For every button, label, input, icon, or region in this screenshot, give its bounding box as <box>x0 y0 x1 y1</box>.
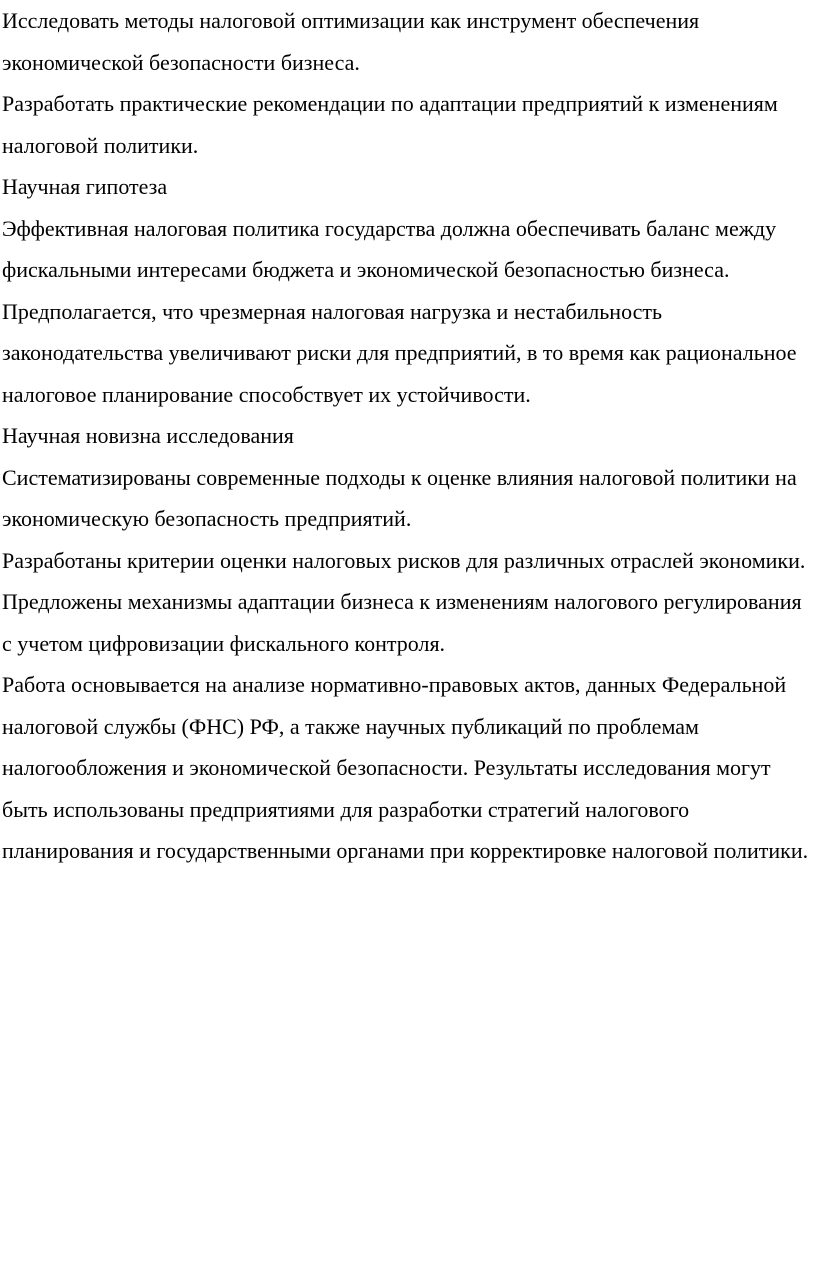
paragraph-novelty-2: Разработаны критерии оценки налоговых рисков для различных отраслей экономики. <box>2 547 806 573</box>
document-body <box>2 0 814 872</box>
section-heading-hypothesis: Научная гипотеза <box>2 174 168 199</box>
paragraph-hypothesis: Эффективная налоговая политика государства должна обеспечивать баланс между фискальными интересами бюджета и экономической безопасностью бизнеса. Предполагается, что чрезмерная налоговая нагрузка и нестабильность законодательства увеличивают риски для предприятий, в то время как рациональное налоговое планирование способствует их устойчивости. <box>2 215 797 407</box>
paragraph-objective-2: Разработать практические рекомендации по адаптации предприятий к изменениям налоговой политики. <box>2 91 778 158</box>
paragraph-objective-1: Исследовать методы налоговой оптимизации как инструмент обеспечения экономической безопасности бизнеса. <box>2 8 700 75</box>
section-heading-novelty: Научная новизна исследования <box>2 423 294 448</box>
paragraph-novelty-3: Предложены механизмы адаптации бизнеса к изменениям налогового регулирования с учетом цифровизации фискального контроля. <box>2 589 802 656</box>
paragraph-novelty-1: Систематизированы современные подходы к оценке влияния налоговой политики на экономическую безопасность предприятий. <box>2 464 797 531</box>
paragraph-basis: Работа основывается на анализе нормативно-правовых актов, данных Федеральной налоговой службы (ФНС) РФ, а также научных публикаций по проблемам налогообложения и экономической безопасности. Результаты исследования могут быть использованы предприятиями для разработки стратегий налогового планирования и государственными органами при корректировке налоговой политики. <box>2 672 809 863</box>
